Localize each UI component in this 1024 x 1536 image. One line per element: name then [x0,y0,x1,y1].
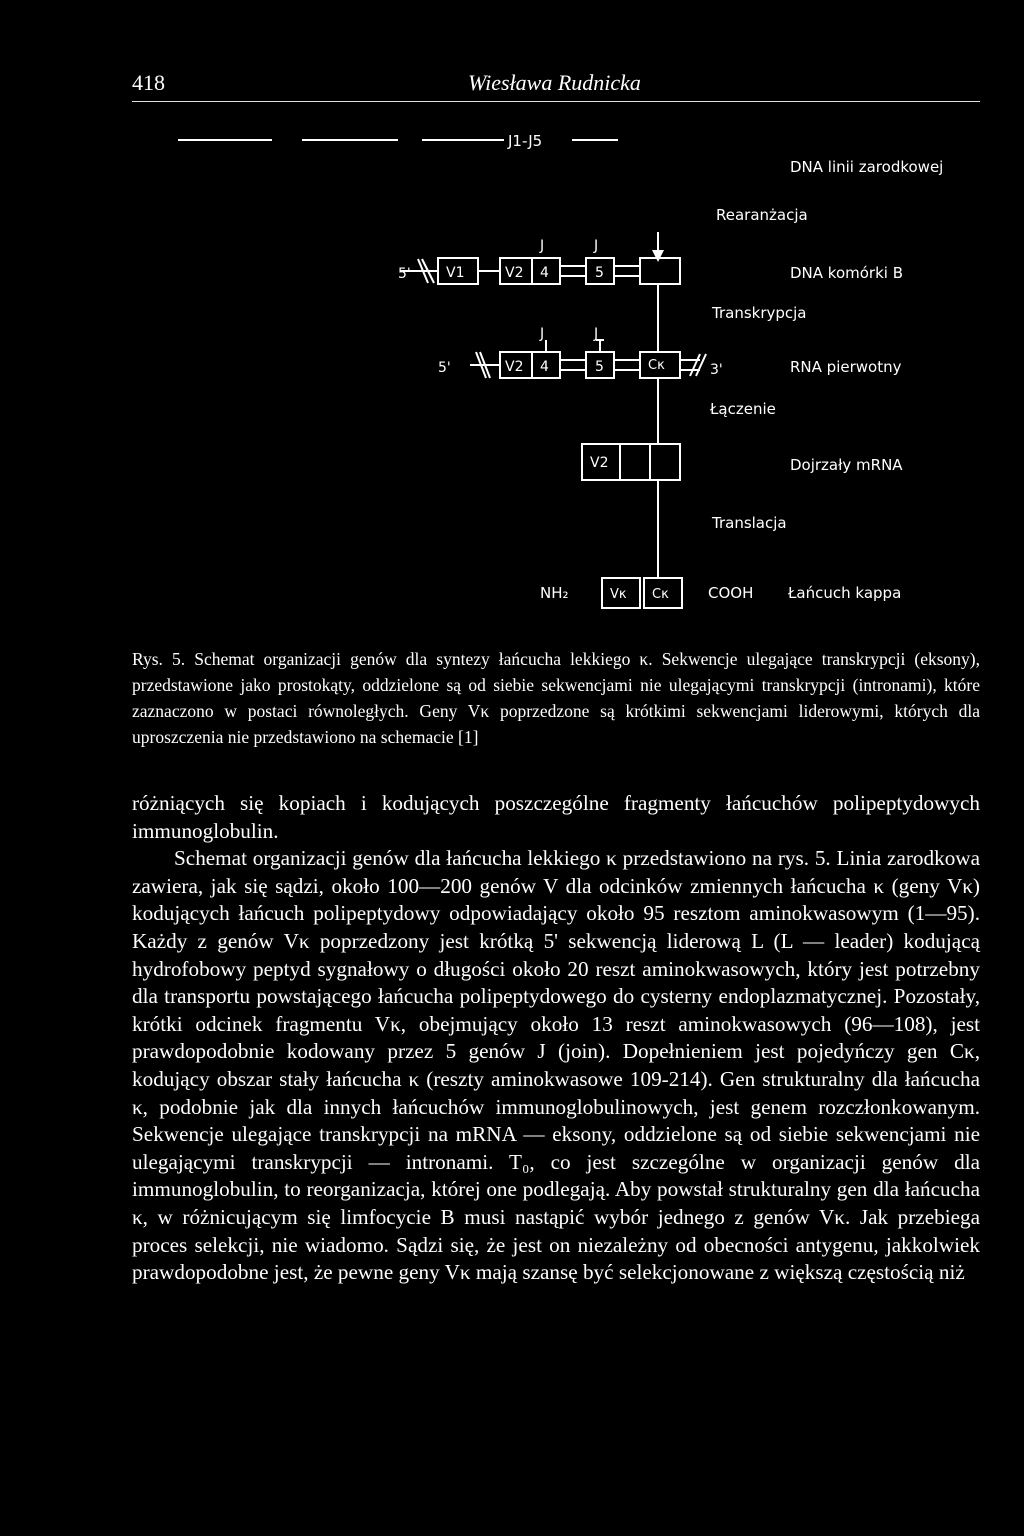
splicing-label: Łączenie [710,400,776,418]
germline-label: DNA linii zarodkowej [790,158,944,176]
rna-label: RNA pierwotny [790,358,902,376]
five-prime-label-2: 5' [438,360,451,376]
v1-label: V1 [446,265,465,281]
j-mark-2: J [594,238,599,254]
v2-label-1: V2 [505,265,524,281]
ck-segment-b [640,258,680,284]
j4-label-2: 4 [540,359,549,375]
transcription-label: Transkrypcja [712,304,807,322]
paragraph-2: Schemat organizacji genów dla łańcucha lekkiego κ przedstawiono na rys. 5. Linia zarodkowa zawiera, jak się sądzi, około 100—200 genów V dla odcinków zmiennych łańcucha κ (geny Vκ) kodujących łańcuch polipeptydowy odpowiadający około 95 resztom aminokwasowym (1—95). Każdy z genów Vκ poprzedzony jest krótką 5' sekwencją liderową L (L — leader) kodującą hydrofobowy peptyd sygnałowy o długości około 20 reszt aminokwasowych, który jest potrzebny dla transportu powstającego łańcucha polipeptydowego do cysterny endoplazmatycznej. Pozostały, krótki odcinek fragmentu Vκ, obejmujący około 13 reszt aminokwasowych (96—108), jest prawdopodobnie kodowany przez 5 genów J (join). Dopełnieniem jest pojedyńczy gen Cκ, kodujący obszar stały łańcucha κ (reszty aminokwasowe 109-214). Gen strukturalny dla łańcucha κ, podobnie jak dla innych łańcuchów immunoglobulinowych, jest genem rozczłonkowanym. Sekwencje ulegające transkrypcji na mRNA — eksony, oddzielone są od siebie sekwencjami nie ulegającymi transkrypcji — intronami. T₀, co jest szczególne w organizacji genów dla immunoglobulin, to reorganizacja, której one podlegają. Aby powstał strukturalny gen dla łańcucha κ, w różnicującym się limfocycie B musi nastąpić wybór jednego z genów Vκ. Jak przebiega proces selekcji, nie wiadomo. Sądzi się, że jest on niezależny od obecności antygenu, jakkolwiek prawdopodobne jest, że pewne geny Vκ mają szansę być selekcjonowane z większą częstością niż [132,846,980,1285]
translation-label: Translacja [712,514,787,532]
nh2-label: NH₂ [540,584,569,602]
vk-label: Vκ [610,587,627,602]
cooh-label: COOH [708,584,754,602]
mrna-label: Dojrzały mRNA [790,456,903,474]
five-prime-label-1: 5' [398,266,411,282]
ck-segment-mrna [650,444,680,480]
figure-caption [132,646,980,750]
j4-label-1: 4 [540,265,549,281]
ck-label-protein: Cκ [652,587,669,602]
arrow-head-icon [652,250,664,262]
j-range-label: J1-J5 [508,132,543,150]
page-number: 418 [132,70,165,95]
j-mark-1: J [540,238,545,254]
v2-label-mrna: V2 [590,455,609,471]
kappa-chain-label: Łańcuch kappa [788,584,902,602]
j-mark-4: J [594,326,599,342]
caption-text: Schemat organizacji genów dla syntezy łańcucha lekkiego κ. Sekwencje ulegające transkrypcji (eksony), przedstawione jako prostokąty, oddzielone są od siebie sekwencjami nie ulegającymi transkrypcji (intronami), które zaznaczono w postaci równoległych. Geny Vκ poprzedzone są krótkimi sekwencjami liderowymi, których dla uproszczenia nie przedstawiono na schemacie [1] [132,649,981,747]
running-author: Wiesława Rudnicka [468,70,641,95]
j-segment-mrna [620,444,650,480]
j5-label-2: 5 [595,359,604,375]
j-mark-3: J [540,326,545,342]
body-text [132,790,980,1287]
caption-label: Rys. 5. [132,649,186,669]
gene-organization-diagram [0,0,1024,640]
three-prime-label: 3' [710,362,723,378]
j5-label-1: 5 [595,265,604,281]
ck-label-rna: Cκ [648,358,665,373]
b-cell-dna-label: DNA komórki B [790,264,903,282]
rearrangement-label: Rearanżacja [716,206,808,224]
v2-label-2: V2 [505,359,524,375]
paragraph-1: różniących się kopiach i kodujących poszczególne fragmenty łańcuchów polipeptydowych immunoglobulin. [132,791,980,843]
